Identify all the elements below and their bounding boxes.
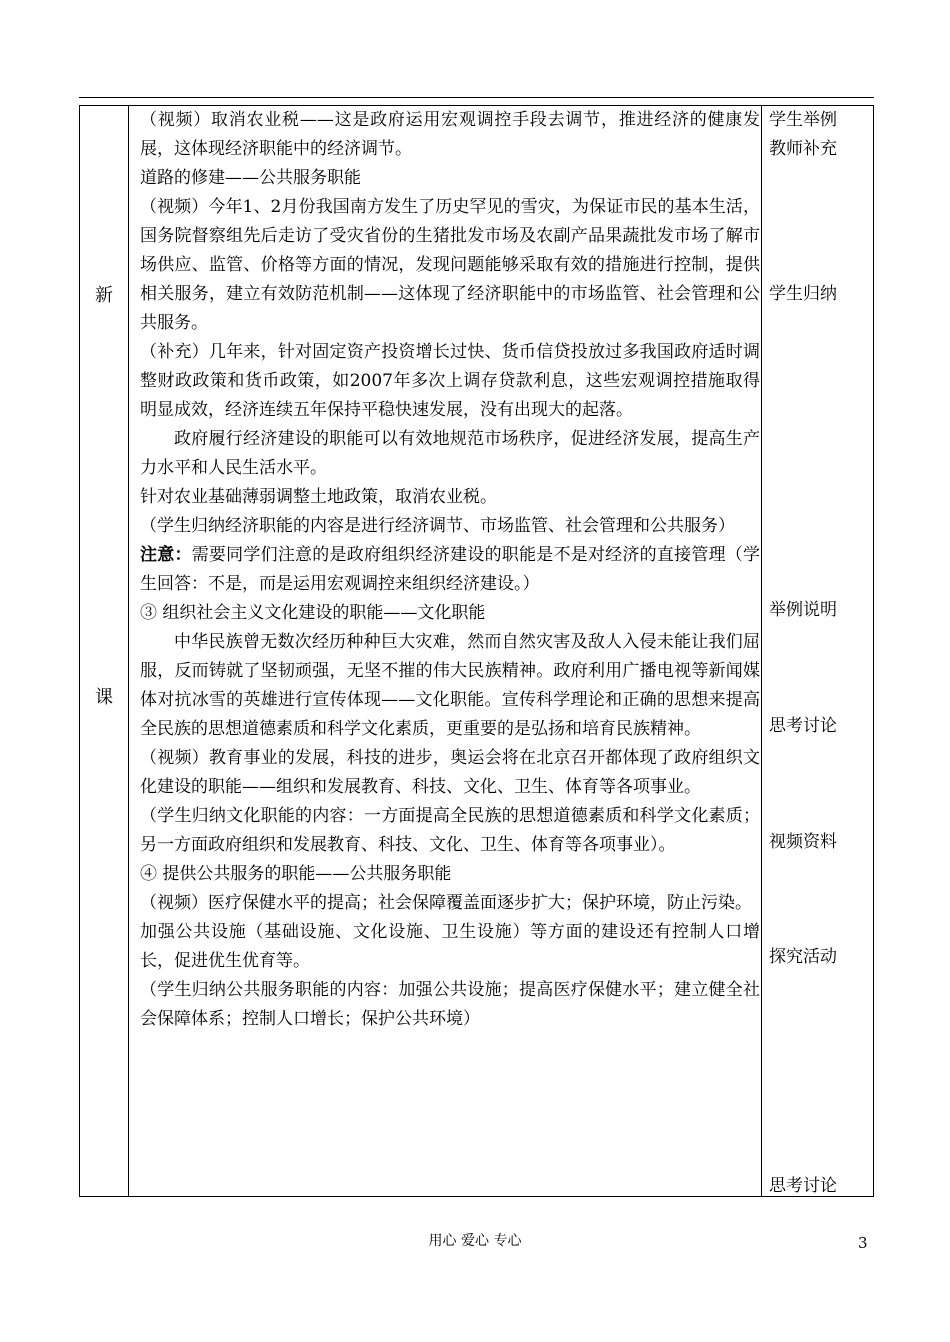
content-paragraph: （视频）教育事业的发展，科技的进步，奥运会将在北京召开都体现了政府组织文化建设的职能——组织和发展教育、科技、文化、卫生、体育等各项事业。 [140, 748, 760, 797]
note-text: 需要同学们注意的是政府组织经济建设的职能是不是对经济的直接管理（学生回答：不是，而是运用宏观调控来组织经济建设。） [140, 545, 761, 594]
content-paragraph: 针对农业基础薄弱调整土地政策，取消农业税。 [140, 487, 497, 507]
note-label: 注意： [140, 545, 192, 565]
lesson-content [140, 106, 760, 1034]
page-number: 3 [858, 1234, 868, 1252]
activity-note: 视频资料 [769, 832, 837, 852]
content-paragraph: 中华民族曾无数次经历种种巨大灾难，然而自然灾害及敌人入侵未能让我们屈服，反而铸就了坚韧顽强，无坚不摧的伟大民族精神。政府利用广播电视等新闻媒体对抗冰雪的英雄进行宣传体现——文化职能。宣传科学理论和正确的思想来提高全民族的思想道德素质和科学文化素质，更重要的是弘扬和培育民族精神。 [140, 632, 760, 739]
activity-note: 举例说明 [769, 600, 837, 620]
content-paragraph: （学生归纳公共服务职能的内容：加强公共设施；提高医疗保健水平；建立健全社会保障体系；控制人口增长；保护公共环境） [140, 980, 760, 1029]
content-paragraph: （视频）取消农业税——这是政府运用宏观调控手段去调节，推进经济的健康发展，这体现经济职能中的经济调节。 [140, 110, 760, 159]
section-heading: ④ 提供公共服务的职能——公共服务职能 [140, 864, 452, 884]
content-paragraph: 道路的修建——公共服务职能 [140, 168, 361, 188]
content-paragraph: （视频）医疗保健水平的提高；社会保障覆盖面逐步扩大；保护环境，防止污染。 [140, 893, 752, 913]
activity-note: 教师补充 [769, 139, 837, 159]
column-divider [761, 106, 762, 1196]
content-paragraph: （学生归纳经济职能的内容是进行经济调节、市场监管、社会管理和公共服务） [140, 516, 735, 536]
content-paragraph: 政府履行经济建设的职能可以有效地规范市场秩序，促进经济发展，提高生产力水平和人民生活水平。 [140, 429, 760, 478]
activity-note: 学生归纳 [769, 284, 837, 304]
activity-note: 探究活动 [769, 947, 837, 967]
activity-note: 思考讨论 [769, 716, 837, 736]
section-heading: ③ 组织社会主义文化建设的职能——文化职能 [140, 603, 486, 623]
section-label-char: 新 [95, 285, 113, 306]
column-divider [128, 106, 129, 1196]
content-paragraph: （视频）今年1、2月份我国南方发生了历史罕见的雪灾，为保证市民的基本生活，国务院督察组先后走访了受灾省份的生猪批发市场及农副产品果蔬批发市场了解市场供应、监管、价格等方面的情况，发现问题能够采取有效的措施进行控制，提供相关服务，建立有效防范机制——这体现了经济职能中的市场监管、社会管理和公共服务。 [140, 197, 760, 333]
header-rule [79, 97, 874, 98]
section-label-char: 课 [95, 687, 113, 708]
activity-note: 学生举例 [769, 110, 837, 130]
content-paragraph: 加强公共设施（基础设施、文化设施、卫生设施）等方面的建设还有控制人口增长，促进优生优育等。 [140, 922, 760, 971]
activity-note: 思考讨论 [769, 1176, 837, 1196]
content-paragraph: （补充）几年来，针对固定资产投资增长过快、货币信贷投放过多我国政府适时调整财政政策和货币政策，如2007年多次上调存贷款利息，这些宏观调控措施取得明显成效，经济连续五年保持平稳快速发展，没有出现大的起落。 [140, 342, 760, 420]
lesson-table [79, 105, 874, 1197]
note-paragraph [140, 541, 760, 599]
footer-motto: 用心 爱心 专心 [428, 1233, 522, 1249]
content-paragraph: （学生归纳文化职能的内容：一方面提高全民族的思想道德素质和科学文化素质；另一方面政府组织和发展教育、科技、文化、卫生、体育等各项事业）。 [140, 806, 760, 855]
